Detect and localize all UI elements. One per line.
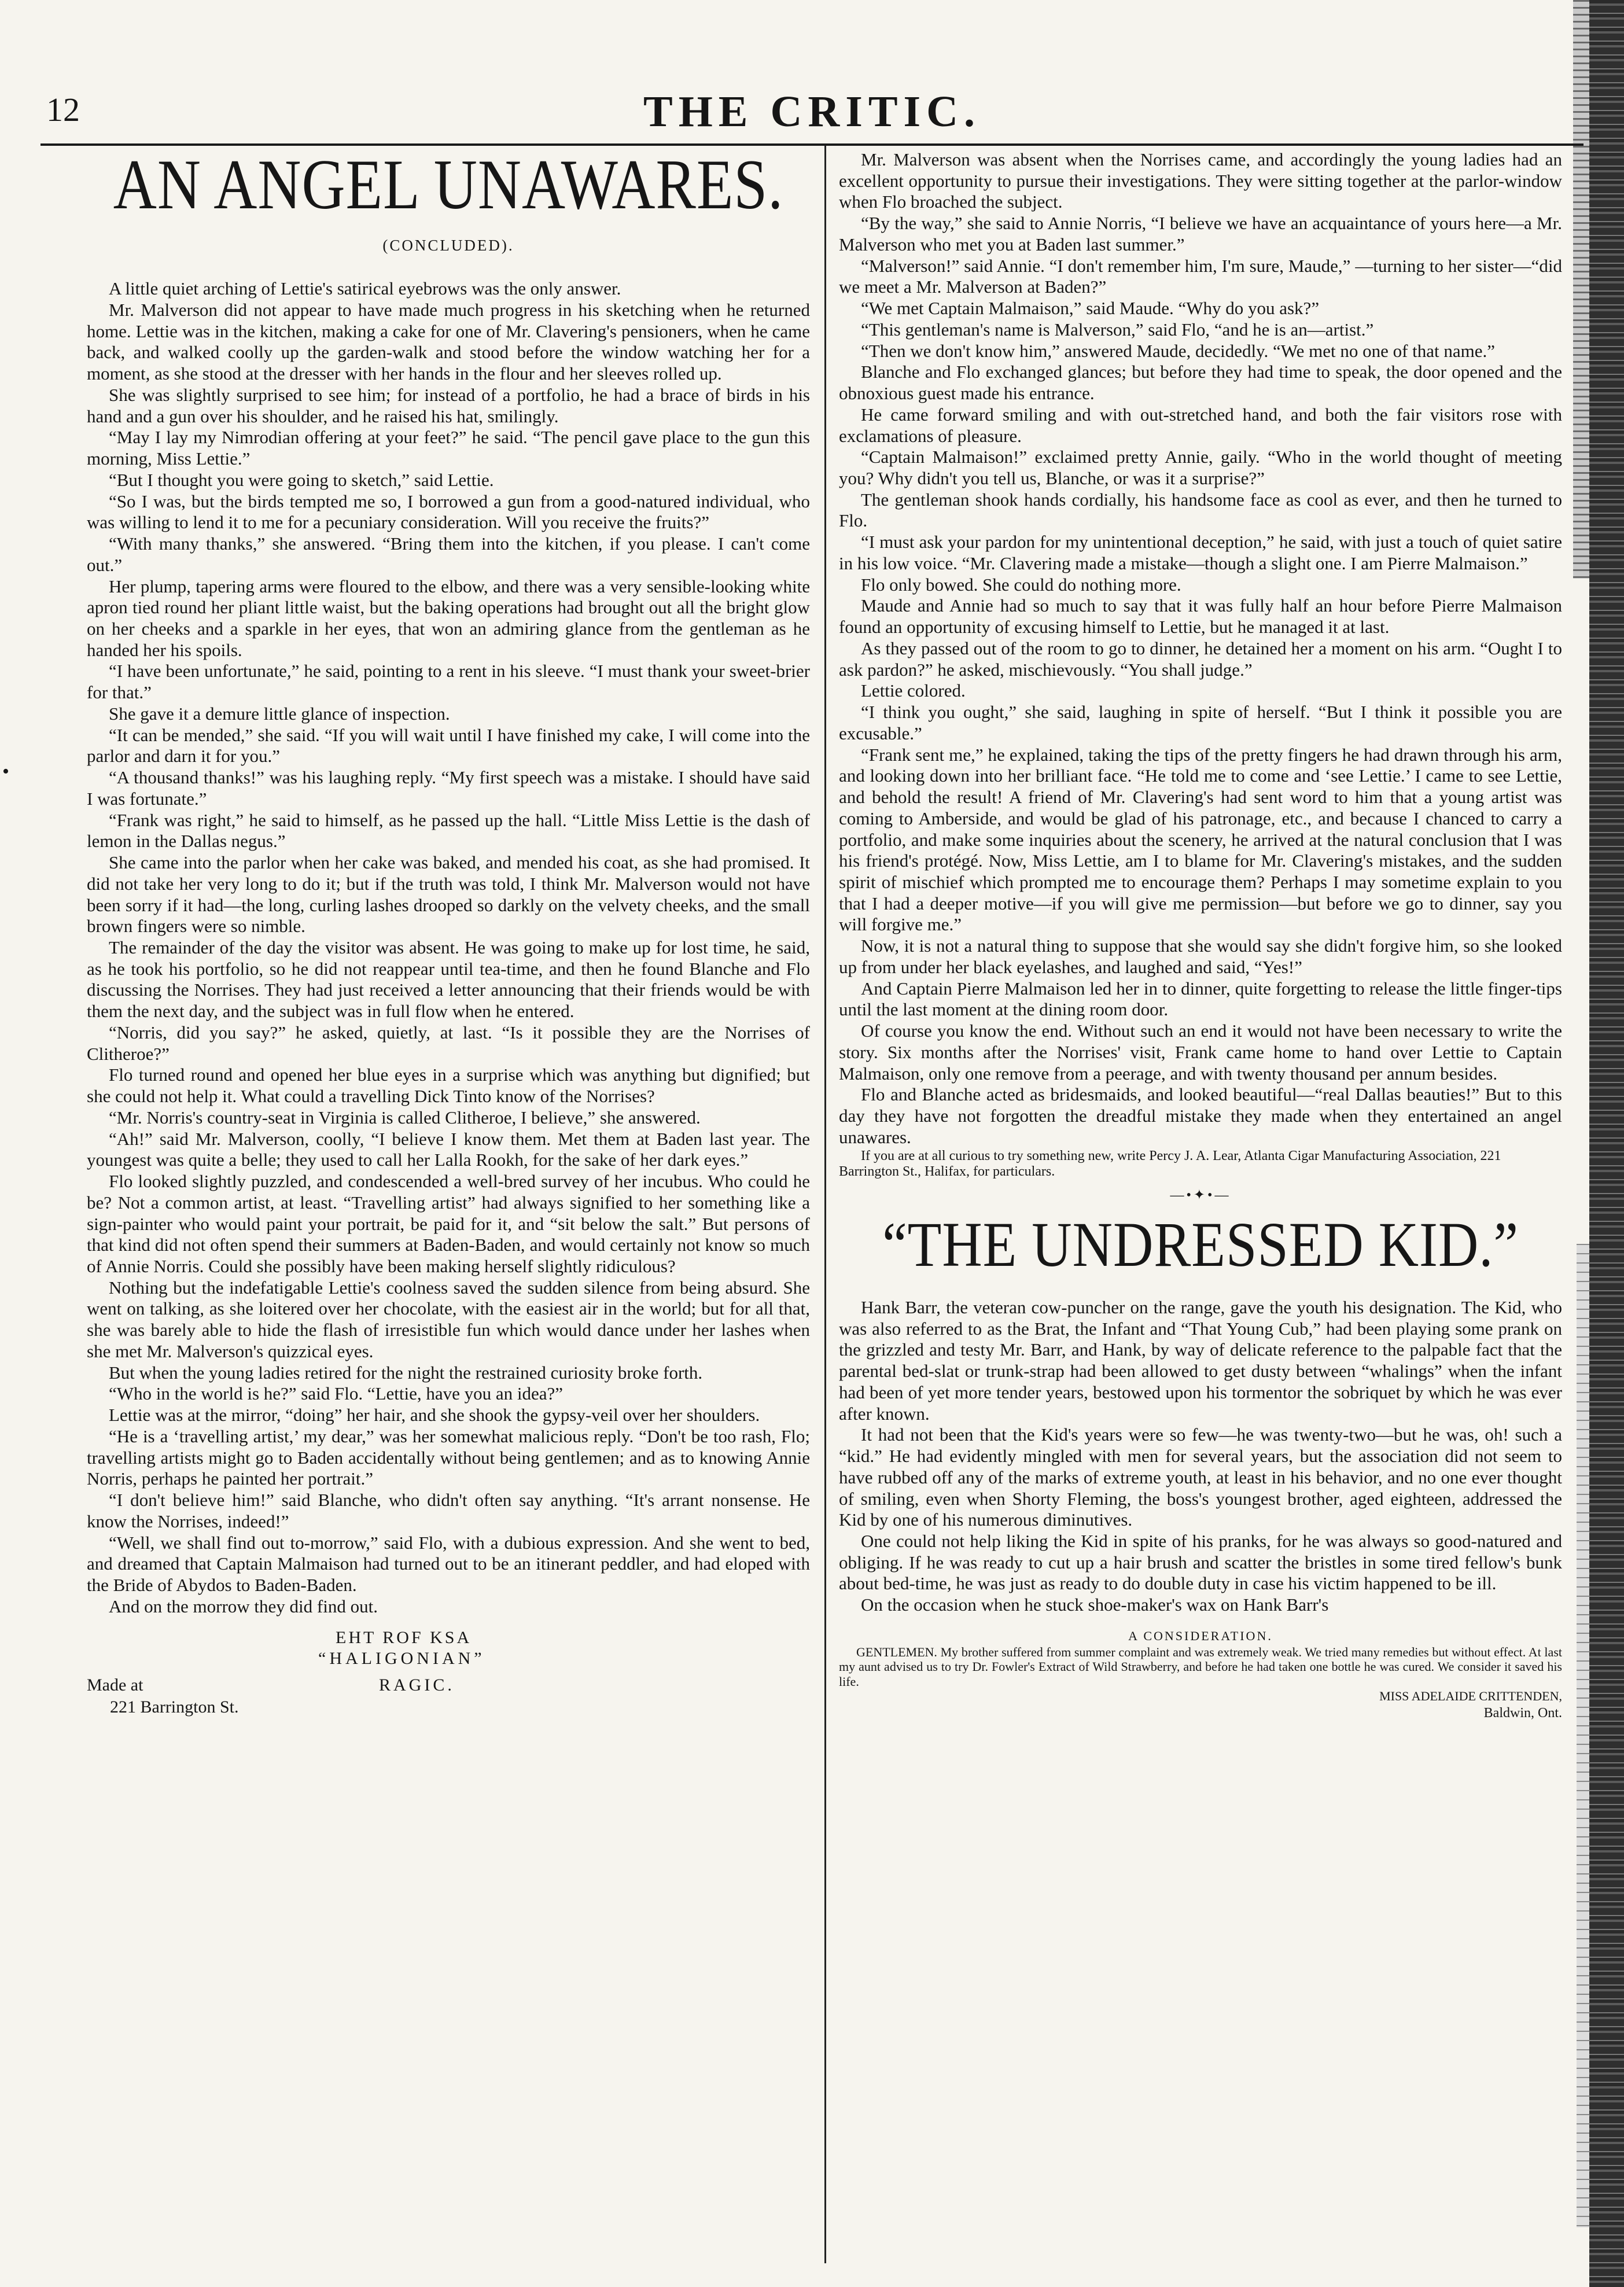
paragraph: “But I thought you were going to sketch,” said Lettie.	[109, 469, 494, 490]
paragraph: Flo and Blanche acted as bridesmaids, and looked beautiful—“real Dallas beauties!” But to this day they have not forgotten the dreadful mistake they made when they entertained an angel unawares.	[839, 1084, 1562, 1147]
margin-mark: •	[2, 761, 9, 782]
paragraph: The remainder of the day the visitor was absent. He was going to make up for lost time, he said, as he took his portfolio, so he did not reappear until tea-time, and then he found Blanche and Flo discussing the Norrises. They had just received a letter announcing that their friends would be with them the next day, and the subject was in full flow when he entered.	[87, 937, 810, 1022]
left-column	[87, 145, 810, 1717]
article-title: AN ANGEL UNAWARES.	[113, 145, 784, 224]
paragraph: Hank Barr, the veteran cow-puncher on the range, gave the youth his designation. The Kid, who was also referred to as the Brat, the Infant and “That Young Cub,” had been playing some prank on the grizzled and testy Mr. Barr, and Hank, by way of delicate reference to the palpable fact that the parental bed-slat or trunk-strap had been allowed to get dusty between “whalings” when the infant had been of yet more tender years, bestowed upon his tormentor the sobriquet by which he was ever after known.	[839, 1297, 1562, 1424]
paragraph: Nothing but the indefatigable Lettie's coolness saved the sudden silence from being absurd. She went on talking, as she loitered over her chocolate, with the easiest air in the world; but for all that, she was barely able to hide the flash of irresistible fun which would dance under her lashes when she met Mr. Malverson's quizzical eyes.	[87, 1277, 810, 1361]
ad-text-line: 221 Barrington St.	[110, 1697, 239, 1717]
paragraph: “Frank was right,” he said to himself, as he passed up the hall. “Little Miss Lettie is the dash of lemon in the Dallas negus.”	[87, 809, 810, 852]
paragraph: “I must ask your pardon for my unintentional deception,” he said, with just a touch of quiet satire in his low voice. “Mr. Clavering made a mistake—though a slight one. I am Pierre Malmaison.”	[839, 532, 1562, 573]
paragraph: Lettie was at the mirror, “doing” her hair, and she shook the gypsy-veil over her shoulders.	[109, 1405, 760, 1426]
consideration-text: GENTLEMEN. My brother suffered from summer complaint and was extremely weak. We tried many remedies but without effect. At last my aunt advised us to try Dr. Fowler's Extract of Wild Strawberry, and before he had taken one bottle he was cured. We consider it saved his life.	[839, 1644, 1562, 1689]
paragraph: She gave it a demure little glance of inspection.	[109, 703, 450, 724]
paragraph: “It can be mended,” she said. “If you will wait until I have finished my cake, I will come into the parlor and darn it for you.”	[87, 724, 810, 767]
article-subtitle: (CONCLUDED).	[382, 237, 514, 255]
ad-text-line: Made at	[87, 1675, 143, 1695]
paragraph: “We met Captain Malmaison,” said Maude. “Why do you ask?”	[861, 298, 1320, 319]
paragraph: On the occasion when he stuck shoe-maker's wax on Hank Barr's	[861, 1594, 1329, 1615]
paragraph: “By the way,” she said to Annie Norris, “I believe we have an acquaintance of yours here—a Mr. Malverson who met you at Baden last summer.”	[839, 213, 1562, 255]
paragraph: But when the young ladies retired for the night the restrained curiosity broke forth.	[109, 1362, 703, 1383]
column-divider	[824, 146, 826, 2263]
article2-body	[839, 1297, 1562, 1616]
paragraph: A little quiet arching of Lettie's satirical eyebrows was the only answer.	[109, 278, 621, 299]
paragraph: “This gentleman's name is Malverson,” said Flo, “and he is an—artist.”	[861, 319, 1374, 340]
paragraph: “I think you ought,” she said, laughing in spite of herself. “But I think it possible you are excusable.”	[839, 702, 1562, 743]
paragraph: As they passed out of the room to go to dinner, he detained her a moment on his arm. “Ought I to ask pardon?” he asked, mischievously. “You shall judge.”	[839, 638, 1562, 680]
page-number: 12	[46, 91, 80, 128]
paragraph: “He is a ‘travelling artist,’ my dear,” was her somewhat malicious reply. “Don't be too rash, Flo; travelling artists might go to Baden accidentally without being gentlemen; and as to knowing Annie Norris, perhaps he painted her portrait.”	[87, 1426, 810, 1489]
paragraph: Of course you know the end. Without such an end it would not have been necessary to write the story. Six months after the Norrises' visit, Frank came home to hand over Lettie to Captain Malmaison, only one remove from a peerage, and with twenty thousand per annum besides.	[839, 1021, 1562, 1084]
paragraph: She came into the parlor when her cake was baked, and mended his coat, as she had promised. It did not take her very long to do it; but if the truth was told, I think Mr. Malverson would not have been sorry if it had—the long, curling lashes drooped so darkly on the velvety cheeks, and the small brown fingers were so nimble.	[87, 852, 810, 937]
paragraph: “So I was, but the birds tempted me so, I borrowed a gun from a good-natured individual, who was willing to lend it to me for a pecuniary consideration. Will you receive the fruits?”	[87, 491, 810, 533]
paragraph: Mr. Malverson was absent when the Norrises came, and accordingly the young ladies had an excellent opportunity to pursue their investigations. They were sitting together at the parlor-window when Flo broached the subject.	[839, 149, 1562, 212]
paragraph: “Then we don't know him,” answered Maude, decidedly. “We met no one of that name.”	[861, 340, 1496, 361]
paragraph: “Ah!” said Mr. Malverson, coolly, “I believe I know them. Met them at Baden last year. The youngest was quite a belle; they used to call her Lalla Rookh, for the sake of her dark eyes.”	[87, 1128, 810, 1170]
paragraph: Flo turned round and opened her blue eyes in a surprise which was anything but dignified; but she could not help it. What could a travelling Dick Tinto know of the Norrises?	[87, 1065, 810, 1107]
paragraph: Mr. Malverson did not appear to have made much progress in his sketching when he returned home. Lettie was in the kitchen, making a cake for one of Mr. Clavering's pensioners, when he came back, and walked coolly up the garden-walk and stood before the window watching her for a moment, as she stood at the dresser with her hands in the flour and her sleeves rolled up.	[87, 299, 810, 384]
ad-text-line: EHT ROF KSA	[336, 1628, 472, 1648]
paragraph: He came forward smiling and with out-stretched hand, and both the fair visitors rose with exclamations of pleasure.	[839, 404, 1562, 446]
paragraph: One could not help liking the Kid in spite of his pranks, for he was always so good-natured and obliging. If he was ready to cut up a hair brush and scatter the bristles in some tired fellow's bunk about bed-time, he was just as ready to do double duty in case his victim happened to be ill.	[839, 1530, 1562, 1594]
paragraph: “Captain Malmaison!” exclaimed pretty Annie, gaily. “Who in the world thought of meeting you? Why didn't you tell us, Blanche, or was it a surprise?”	[839, 447, 1562, 489]
right-column	[839, 149, 1562, 1721]
paragraph: “May I lay my Nimrodian offering at your feet?” he said. “The pencil gave place to the gun this morning, Miss Lettie.”	[87, 427, 810, 469]
paragraph: “I have been unfortunate,” he said, pointing to a rent in his sleeve. “I must thank your sweet-brier for that.”	[87, 661, 810, 703]
paragraph: And Captain Pierre Malmaison led her in to dinner, quite forgetting to release the little finger-tips until the last moment at the dining room door.	[839, 978, 1562, 1020]
article-body-right	[839, 149, 1562, 1148]
paragraph: And on the morrow they did find out.	[109, 1596, 378, 1616]
article2-title: “THE UNDRESSED KID.”	[882, 1209, 1519, 1280]
masthead-title: THE CRITIC.	[643, 87, 981, 136]
article-body-left	[87, 278, 810, 1617]
paragraph: “A thousand thanks!” was his laughing reply. “My first speech was a mistake. I should have said I was fortunate.”	[87, 767, 810, 809]
paragraph: Flo only bowed. She could do nothing more.	[861, 574, 1181, 595]
paragraph: Lettie colored.	[861, 680, 966, 701]
paragraph: Blanche and Flo exchanged glances; but before they had time to speak, the door opened and the obnoxious guest made his entrance.	[839, 362, 1562, 404]
paragraph: She was slightly surprised to see him; for instead of a portfolio, he had a brace of birds in his hand and a gun over his shoulder, and he raised his hat, smilingly.	[87, 384, 810, 426]
paragraph: It had not been that the Kid's years were so few—he was twenty-two—but he was, oh! such a “kid.” He had evidently mingled with men for several years, but the association did not seem to have rubbed off any of the marks of extreme youth, at least in his behavior, and no one ever thought of smiling, even when Shorty Fleming, the boss's youngest brother, aged eighteen, addressed the Kid by one of his numerous diminutives.	[839, 1424, 1562, 1530]
paragraph: “With many thanks,” she answered. “Bring them into the kitchen, if you please. I can't come out.”	[87, 533, 810, 575]
paragraph: The gentleman shook hands cordially, his handsome face as cool as ever, and then he turned to Flo.	[839, 489, 1562, 531]
consideration-body	[839, 1645, 1562, 1689]
consideration-title: A CONSIDERATION.	[1128, 1628, 1273, 1643]
edge-column-fragment	[1577, 1244, 1589, 2227]
consideration-signature: MISS ADELAIDE CRITTENDEN,	[1379, 1688, 1562, 1703]
paragraph: “Mr. Norris's country-seat in Virginia is called Clitheroe, I believe,” she answered.	[109, 1107, 701, 1128]
paragraph: “Malverson!” said Annie. “I don't remember him, I'm sure, Maude,” —turning to her sister—“did we meet a Mr. Malverson at Baden?”	[839, 255, 1562, 297]
paragraph: Flo looked slightly puzzled, and condescended a well-bred survey of her incubus. Who could he be? Not a common artist, at least. “Travelling artist” had always signified to her something like a sign-painter who would paint your portrait, be paid for it, and “sit below the salt.” But persons of that kind did not often spend their summers at Baden-Baden, and would certainly not know so much of Annie Norris. Could she possibly have been making herself slightly ridiculous?	[87, 1171, 810, 1276]
paragraph: “Frank sent me,” he explained, taking the tips of the pretty fingers he had drawn through his arm, and looking down into her brilliant face. “He told me to come and ‘see Lettie.’ I came to see Lettie, and behold the result! A friend of Mr. Clavering's had sent word to him that a young artist was coming to Amberside, and would be glad of his patronage, etc., and because I chanced to carry a portfolio, and make some inquiries about the scenery, he arrived at the natural conclusion that I was his friend's protégé. Now, Miss Lettie, am I to blame for Mr. Clavering's mistakes, and the sudden spirit of mischief which prompted me to encourage them? Perhaps I may sometime explain to you that I had a deeper motive—if you will give me permission—but before we go to dinner, say you will forgive me.”	[839, 744, 1562, 935]
page-header	[40, 87, 1584, 142]
paragraph: Her plump, tapering arms were floured to the elbow, and there was a very sensible-looking white apron tied round her pliant little waist, but the baking operations had brought out all the bright glow on her cheeks and a sparkle in her eyes, that won an admiring glance from the gentleman as he handed her his spoils.	[87, 576, 810, 660]
ad-text-line: RAGIC.	[379, 1675, 455, 1695]
paragraph: “Norris, did you say?” he asked, quietly, at last. “Is it possible they are the Norrises of Clitheroe?”	[87, 1022, 810, 1064]
paragraph: “I don't believe him!” said Blanche, who didn't often say anything. “It's arrant nonsense. He know the Norrises, indeed!”	[87, 1490, 810, 1531]
paragraph: “Well, we shall find out to-morrow,” said Flo, with a dubious expression. And she went to bed, and dreamed that Captain Malmaison had turned out to be an itinerant peddler, and had eloped with the Bride of Abydos to Baden-Baden.	[87, 1532, 810, 1596]
cigar-notice: If you are at all curious to try something new, write Percy J. A. Lear, Atlanta Cigar Manufacturing Association, 221 Barrington St., Halifax, for particulars.	[839, 1148, 1501, 1180]
paragraph: Now, it is not a natural thing to suppose that she would say she didn't forgive him, so she looked up from under her black eyelashes, and laughed and said, “Yes!”	[839, 936, 1562, 977]
paragraph: “Who in the world is he?” said Flo. “Lettie, have you an idea?”	[109, 1383, 564, 1404]
section-ornament: —•✦•—	[1170, 1187, 1231, 1203]
paragraph: Maude and Annie had so much to say that it was fully half an hour before Pierre Malmaison found an opportunity of excusing himself to Lettie, but he managed it at last.	[839, 595, 1562, 638]
ad-fragment	[87, 1627, 810, 1717]
torn-edge-strip	[1589, 0, 1624, 2287]
ad-text-line: “HALIGONIAN”	[318, 1649, 485, 1669]
consideration-place: Baldwin, Ont.	[1483, 1705, 1562, 1721]
